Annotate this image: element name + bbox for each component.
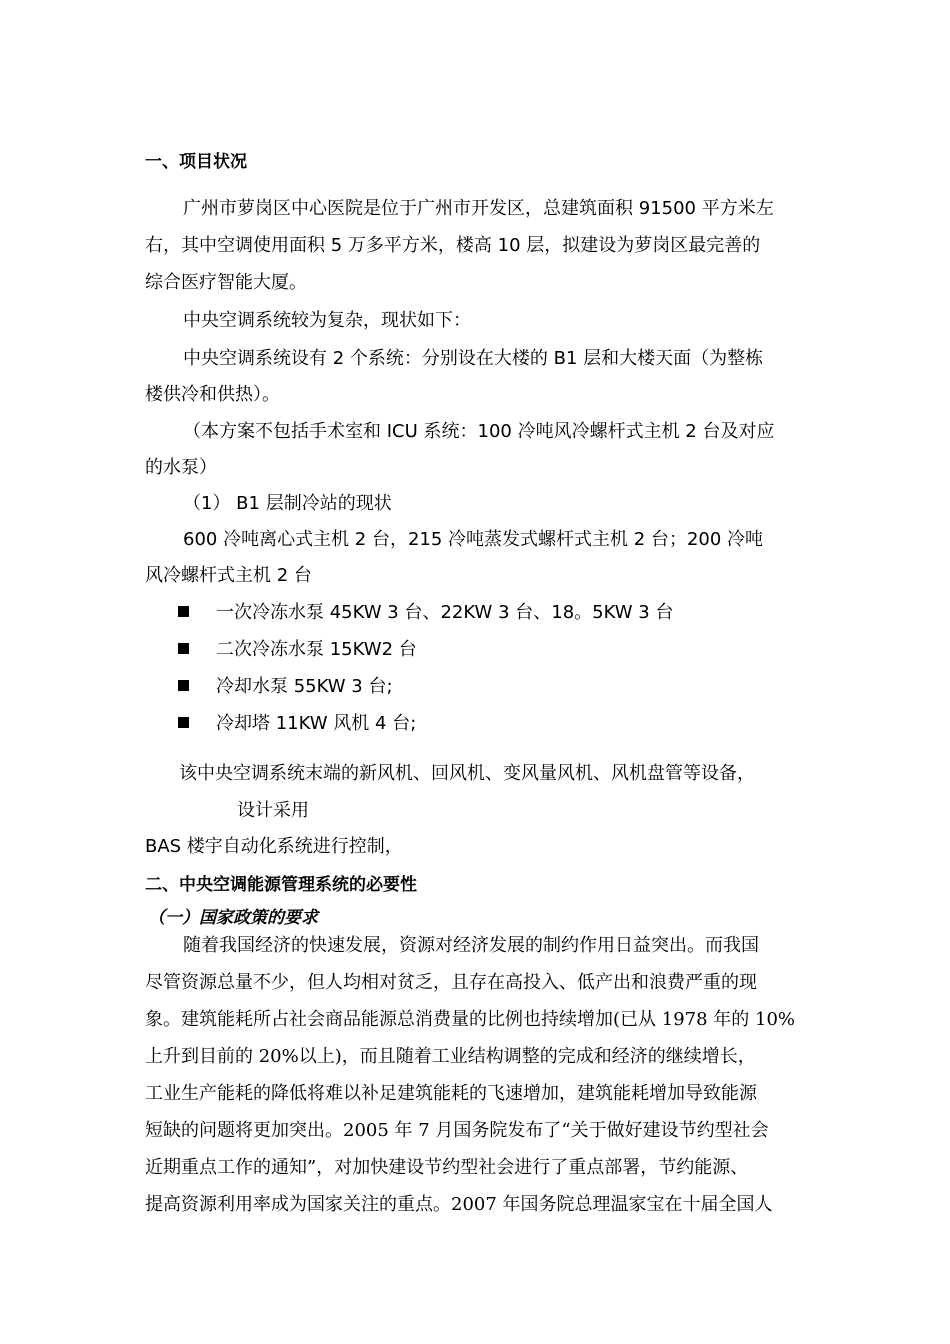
bullet-item-2: 二次冷冻水泵 15KW2 台 — [216, 639, 417, 660]
bullet-item-4: 冷却塔 11KW 风机 4 台; — [216, 713, 417, 734]
section-2-heading: 二、中央空调能源管理系统的必要性 — [145, 875, 417, 895]
paragraph-4-line-1: （本方案不包括手术室和 ICU 系统：100 冷吨风冷螺杆式主机 2 台及对应 — [183, 421, 775, 442]
paragraph-1-line-1: 广州市萝岗区中心医院是位于广州市开发区，总建筑面积 91500 平方米左 — [183, 198, 774, 219]
paragraph-2: 中央空调系统较为复杂，现状如下： — [183, 310, 471, 331]
paragraph-5-line-2: 风冷螺杆式主机 2 台 — [145, 565, 312, 586]
bullet-square-icon — [178, 717, 189, 728]
body-line-4: 上升到目前的 20%以上)，而且随着工业结构调整的完成和经济的继续增长， — [145, 1046, 756, 1067]
paragraph-1-line-2: 右，其中空调使用面积 5 万多平方米，楼高 10 层，拟建设为萝岗区最完善的 — [145, 235, 761, 256]
bullet-square-icon — [178, 680, 189, 691]
body-line-8: 提高资源利用率成为国家关注的重点。2007 年国务院总理温家宝在十届全国人 — [145, 1194, 773, 1215]
bullet-square-icon — [178, 643, 189, 654]
body-line-5: 工业生产能耗的降低将难以补足建筑能耗的飞速增加，建筑能耗增加导致能源 — [145, 1083, 757, 1104]
paragraph-7: BAS 楼宇自动化系统进行控制， — [145, 836, 403, 857]
body-line-2: 尽管资源总量不少，但人均相对贫乏，且存在高投入、低产出和浪费严重的现 — [145, 972, 757, 993]
paragraph-6: 该中央空调系统末端的新风机、回风机、变风量风机、风机盘管等设备， — [179, 763, 755, 784]
paragraph-1-line-3: 综合医疗智能大厦。 — [145, 272, 307, 293]
paragraph-3-line-2: 楼供冷和供热）。 — [145, 384, 280, 405]
body-line-7: 近期重点工作的通知”，对加快建设节约型社会进行了重点部署，节约能源、 — [145, 1157, 749, 1178]
paragraph-3-line-1: 中央空调系统设有 2 个系统：分别设在大楼的 B1 层和大楼天面（为整栋 — [183, 348, 764, 369]
bullet-item-1: 一次冷冻水泵 45KW 3 台、22KW 3 台、18。5KW 3 台 — [216, 602, 674, 623]
paragraph-5-line-1: 600 冷吨离心式主机 2 台，215 冷吨蒸发式螺杆式主机 2 台；200 冷吨 — [183, 529, 764, 550]
bullet-item-3: 冷却水泵 55KW 3 台; — [216, 676, 393, 697]
bullet-square-icon — [178, 606, 189, 617]
section-2-subheading: （一）国家政策的要求 — [148, 908, 318, 928]
paragraph-4-line-2: 的水泵） — [145, 457, 217, 478]
paragraph-6-continued: 设计采用 — [237, 800, 309, 821]
body-line-6: 短缺的问题将更加突出。2005 年 7 月国务院发布了“关于做好建设节约型社会 — [145, 1120, 769, 1141]
body-line-3: 象。建筑能耗所占社会商品能源总消费量的比例也持续增加(已从 1978 年的 10% — [145, 1009, 796, 1030]
body-line-1: 随着我国经济的快速发展，资源对经济发展的制约作用日益突出。而我国 — [183, 935, 759, 956]
list-item-1: （1） B1 层制冷站的现状 — [183, 493, 392, 514]
section-1-heading: 一、项目状况 — [145, 152, 247, 172]
